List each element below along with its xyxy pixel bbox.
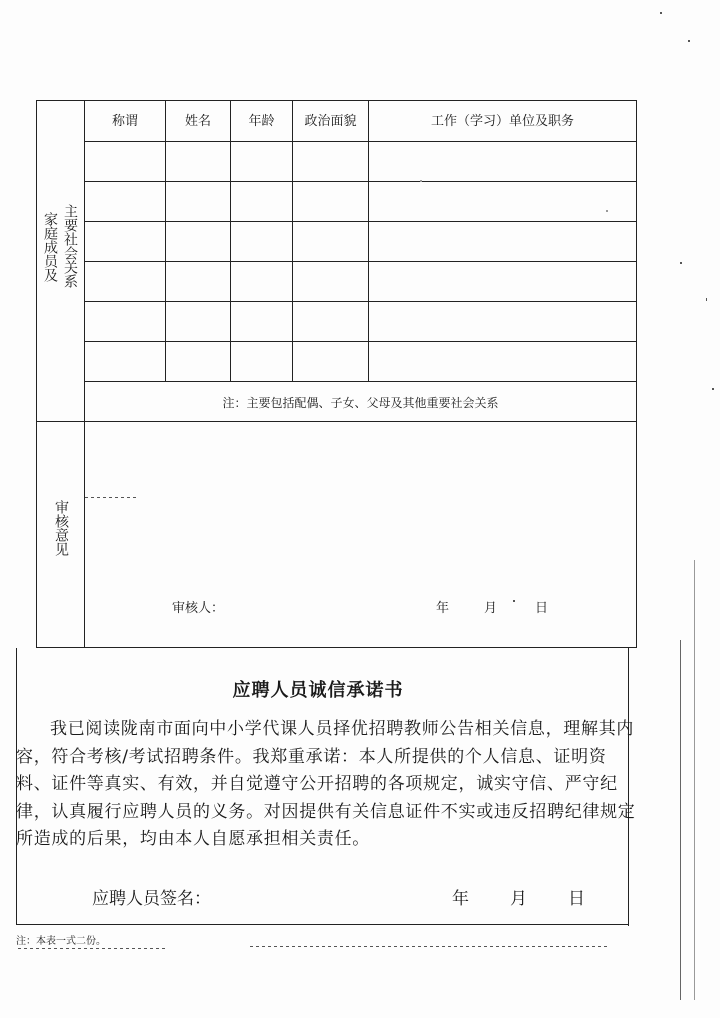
table-row[interactable] (85, 342, 636, 381)
side-label-text: 家庭成员及 (42, 212, 58, 282)
scan-speck (660, 12, 662, 14)
scan-speck (420, 180, 422, 182)
scan-speck (606, 210, 608, 212)
side-label-review (52, 500, 68, 556)
table-row[interactable] (85, 222, 636, 261)
pledge-date-year: 年 (452, 889, 469, 909)
header-name: 姓名 (184, 114, 211, 129)
side-label-text: 主要社会关系 (62, 204, 78, 288)
side-label-family-members (41, 212, 57, 282)
footer-note: 注：本表一式二份。 (16, 936, 106, 947)
pledge-date-month: 月 (510, 889, 527, 909)
review-bottom-border (36, 647, 637, 648)
table-left-border (36, 100, 37, 648)
table-right-border (636, 100, 637, 648)
header-age: 年龄 (248, 114, 275, 129)
scan-edge-line (694, 560, 695, 1000)
signature-label: 应聘人员签名： (92, 889, 211, 909)
review-date-day: 日 (535, 601, 549, 616)
header-title: 称谓 (111, 114, 138, 129)
scan-speck (712, 388, 714, 390)
reviewer-label: 审核人： (172, 601, 225, 616)
table-row[interactable] (85, 142, 636, 181)
side-label-text: 审核意见 (53, 500, 69, 556)
pledge-bottom-border (16, 924, 629, 925)
signature-field[interactable] (222, 880, 422, 906)
pledge-date-day: 日 (568, 889, 585, 909)
table-top-border (36, 100, 637, 101)
scan-artifact (18, 948, 168, 949)
scan-speck (680, 262, 682, 264)
pledge-title: 应聘人员诚信承诺书 (232, 680, 404, 701)
row-divider (84, 381, 637, 382)
scan-mark (85, 497, 139, 498)
scan-edge-line (680, 640, 681, 1000)
review-opinion-area[interactable] (85, 422, 636, 647)
table-note: 注：主要包括配偶、子女、父母及其他重要社会关系 (222, 396, 499, 410)
table-row[interactable] (85, 182, 636, 221)
table-row[interactable] (85, 302, 636, 341)
header-work-unit: 工作（学习）单位及职务 (430, 114, 574, 129)
table-row[interactable] (85, 262, 636, 301)
review-date-year: 年 (436, 601, 450, 616)
header-political-status: 政治面貌 (304, 114, 357, 129)
scan-speck (513, 600, 515, 602)
scan-artifact (250, 946, 610, 947)
scan-speck (706, 298, 707, 301)
side-label-social-relations (61, 204, 77, 288)
scan-speck (688, 40, 690, 42)
review-date-month: 月 (484, 601, 498, 616)
pledge-body: 我已阅读陇南市面向中小学代课人员择优招聘教师公告相关信息，理解其内容，符合考核/考试招聘条件。我郑重承诺：本人所提供的个人信息、证明资料、证件等真实、有效，并自觉遵守公开招聘的各项规定，诚实守信、严守纪律，认真履行应聘人员的义务。对因提供有关信息证件不实或违反招聘纪律规定所造成的后果，均由本人自愿承担相关责任。 (16, 719, 636, 849)
